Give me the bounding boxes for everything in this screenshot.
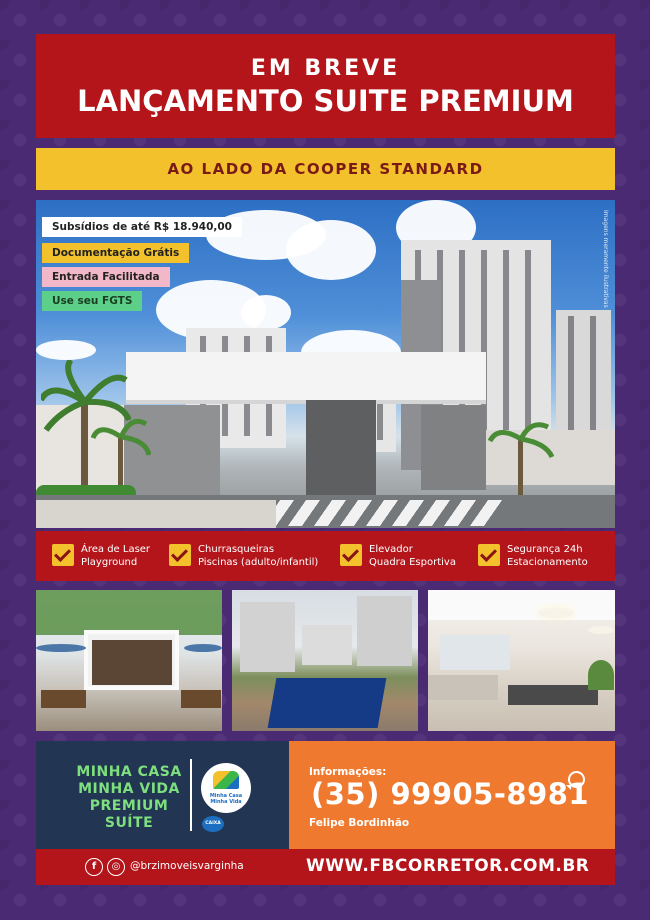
header-subtitle: EM BREVE	[250, 56, 401, 81]
header-banner	[36, 34, 615, 138]
social-handle[interactable]: @brzimoveisvarginha	[130, 860, 244, 872]
cloud	[36, 340, 96, 360]
disclaimer-text: Imagens meramente ilustrativas	[602, 210, 609, 308]
feature-item	[52, 541, 167, 573]
hero-photo	[36, 200, 615, 528]
phone-number[interactable]: (35) 99905-8981	[311, 777, 590, 811]
photo-living-room	[428, 590, 615, 731]
feature-text: Churrasqueiras Piscinas (adulto/infantil)	[198, 544, 319, 568]
photo-pool	[232, 590, 418, 731]
agent-name: Felipe Bordinhão	[309, 817, 410, 829]
tag-subsidy: Subsídios de até R$ 18.940,00	[42, 217, 242, 237]
check-icon	[52, 544, 74, 566]
bank-logo: CAIXA	[202, 816, 224, 832]
entrance-portico	[126, 352, 486, 404]
location-banner: AO LADO DA COOPER STANDARD	[36, 148, 615, 190]
header-title: LANÇAMENTO SUITE PREMIUM	[77, 84, 574, 118]
instagram-icon[interactable]: ◎	[107, 858, 125, 876]
features-bar	[36, 531, 615, 581]
feature-item	[340, 541, 470, 573]
website-link[interactable]: WWW.FBCORRETOR.COM.BR	[306, 856, 590, 876]
feature-text: Segurança 24h Estacionamento	[507, 544, 588, 568]
cloud	[286, 220, 376, 280]
whatsapp-icon[interactable]	[568, 771, 585, 788]
feature-item	[169, 541, 334, 573]
check-icon	[169, 544, 191, 566]
divider	[190, 759, 192, 831]
feature-text: Elevador Quadra Esportiva	[369, 544, 456, 568]
gate-wall	[421, 405, 486, 490]
feature-item	[478, 541, 608, 573]
facebook-icon[interactable]: f	[85, 858, 103, 876]
crosswalk	[262, 500, 510, 526]
tag-down-payment: Entrada Facilitada	[42, 267, 170, 287]
photo-leisure-area	[36, 590, 222, 731]
tag-documentation: Documentação Grátis	[42, 243, 189, 263]
program-block	[36, 741, 289, 849]
cloud	[241, 295, 291, 330]
house-icon	[213, 771, 239, 789]
footer-bar	[36, 849, 615, 885]
feature-text: Área de Laser Playground	[81, 544, 151, 568]
guard-house	[306, 400, 376, 495]
tag-fgts: Use seu FGTS	[42, 291, 142, 311]
palm-tree	[486, 415, 556, 495]
sidewalk	[36, 500, 276, 528]
program-logo: Minha Casa Minha Vida	[201, 763, 251, 813]
contact-block	[289, 741, 615, 849]
check-icon	[340, 544, 362, 566]
check-icon	[478, 544, 500, 566]
contact-label: Informações:	[309, 766, 387, 778]
program-name: MINHA CASA MINHA VIDA PREMIUM SUÍTE	[76, 764, 182, 831]
